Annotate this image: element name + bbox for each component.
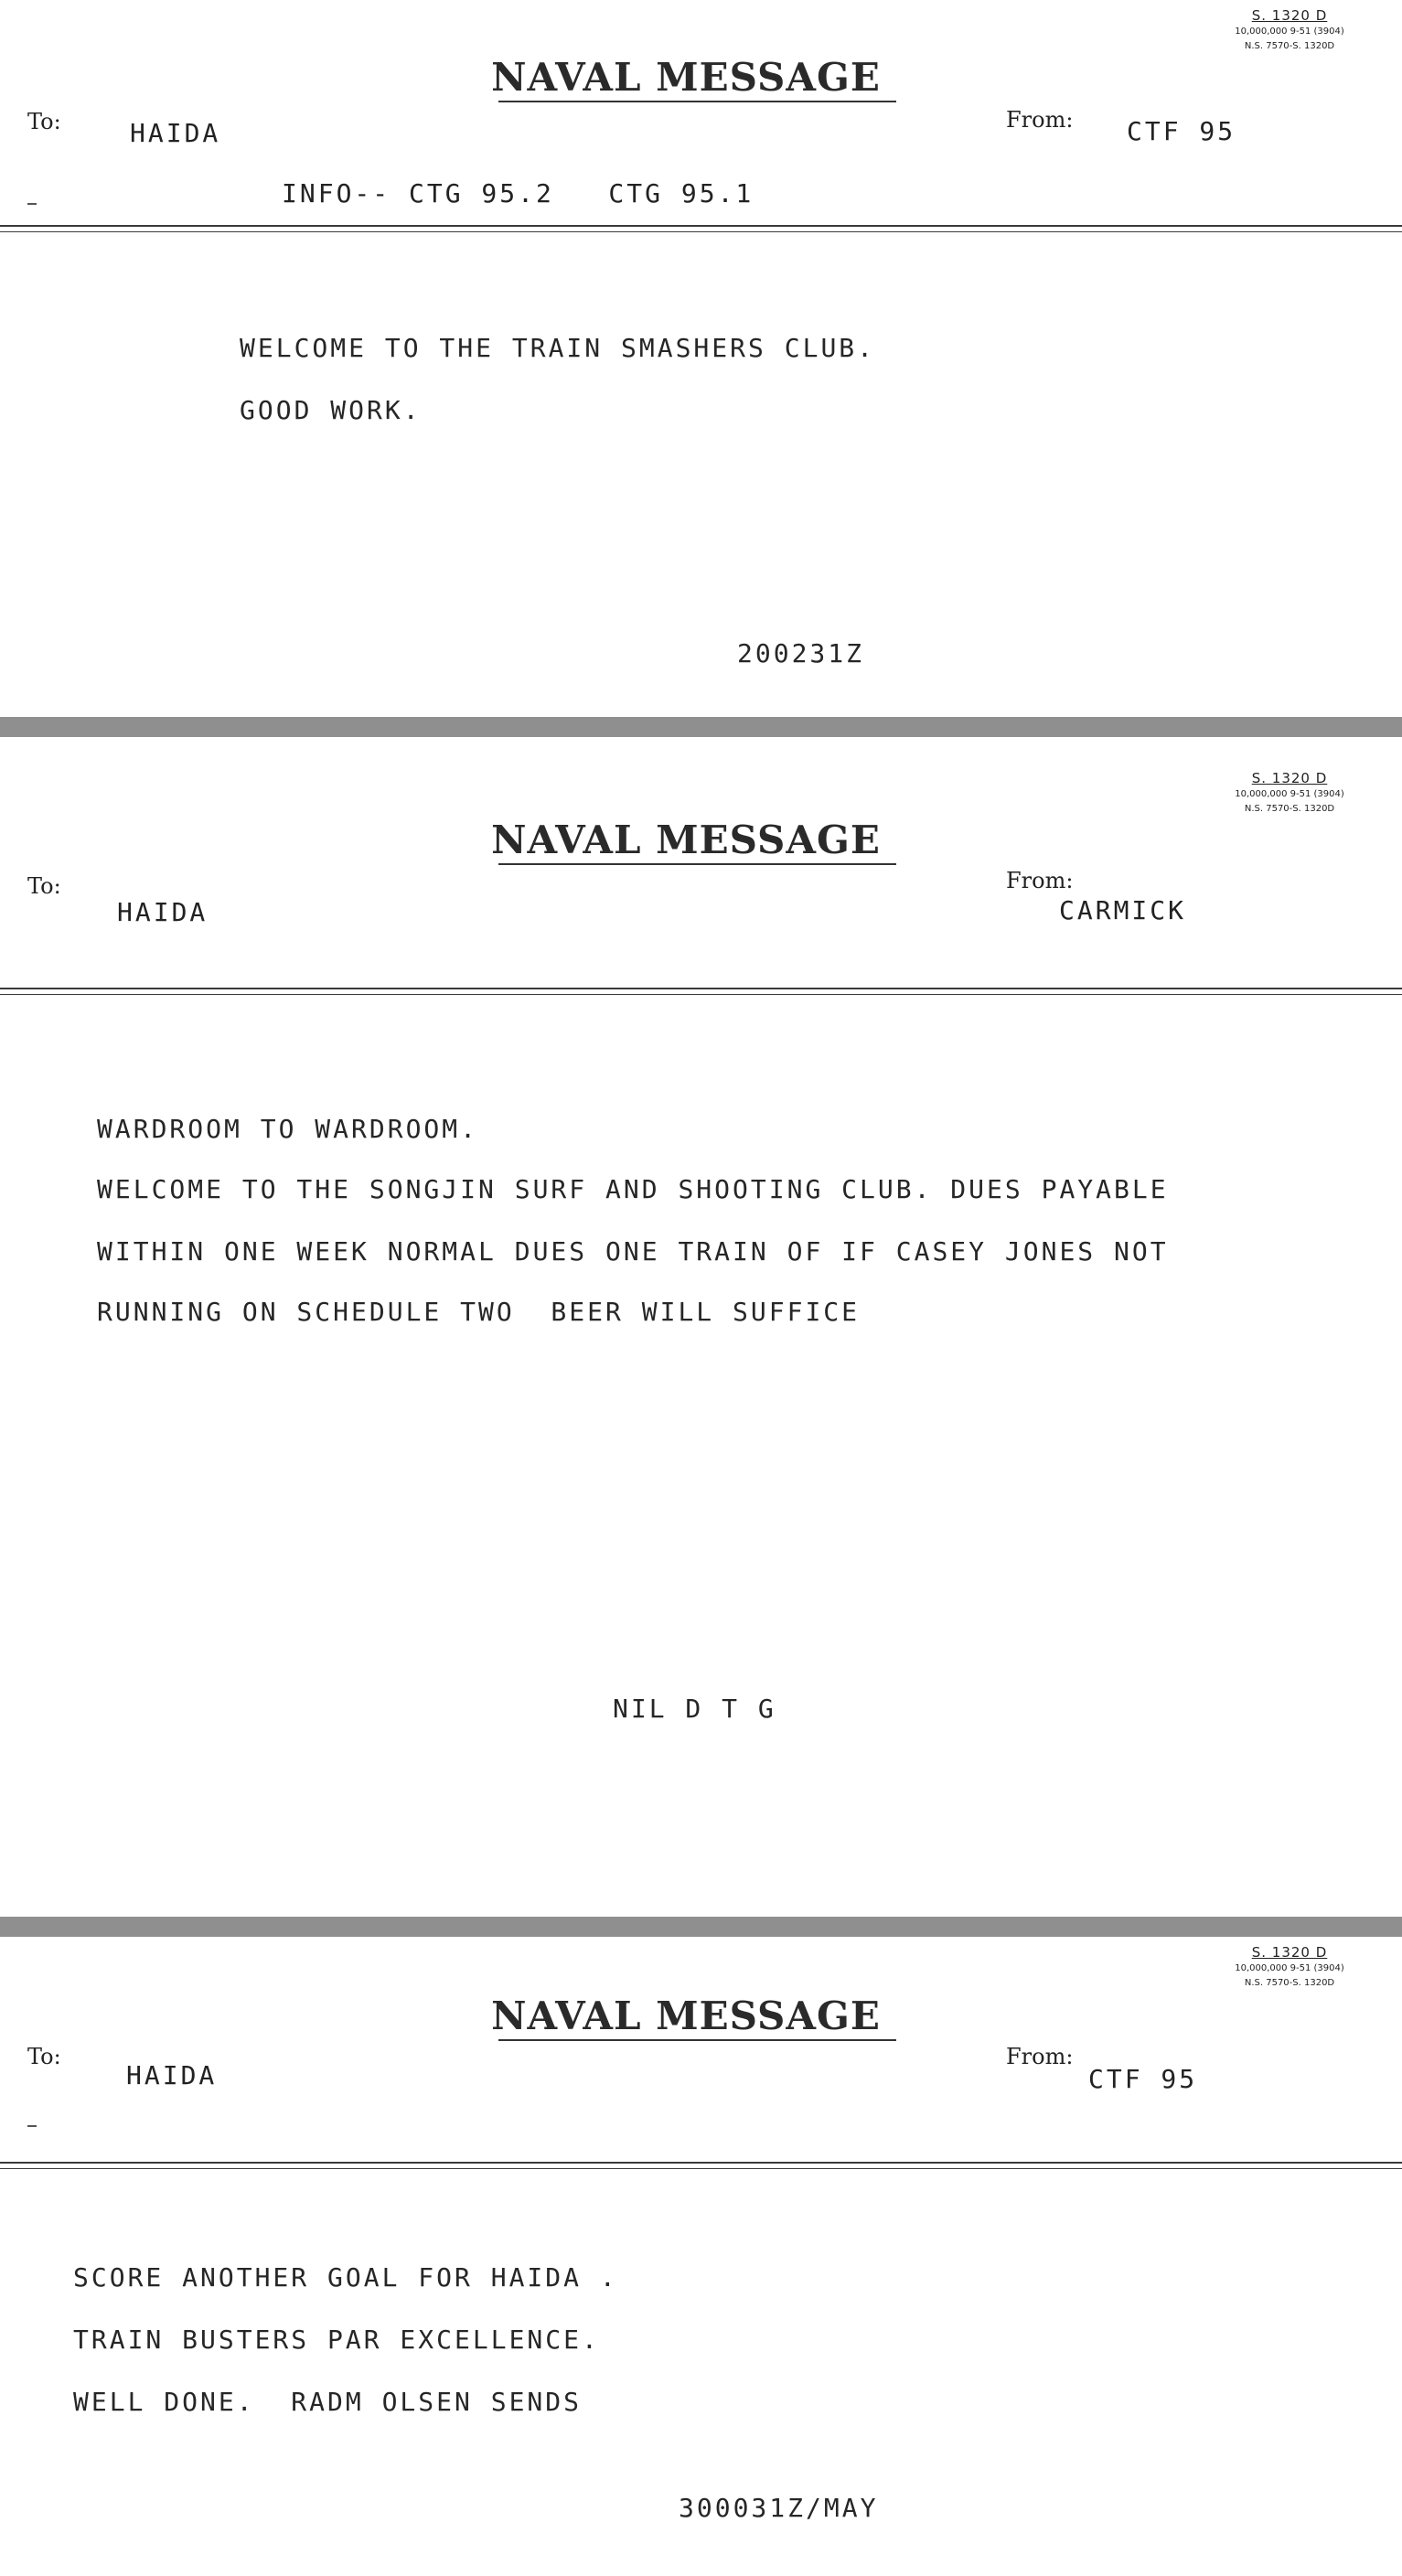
form-code-print: 10,000,000 9-51 (3904): [1235, 1963, 1344, 1973]
header-rule: [0, 2168, 1402, 2169]
body-line: WARDROOM TO WARDROOM.: [97, 1114, 479, 1144]
body-line: GOOD WORK.: [240, 395, 422, 425]
form-code-stock: N.S. 7570-S. 1320D: [1244, 804, 1335, 814]
body-line: RUNNING ON SCHEDULE TWO BEER WILL SUFFICE: [97, 1297, 861, 1327]
form-code-print: 10,000,000 9-51 (3904): [1235, 27, 1344, 37]
page-separator: [0, 717, 1402, 737]
header-rule: [0, 988, 1402, 989]
body-line: WITHIN ONE WEEK NORMAL DUES ONE TRAIN OF IF CASEY JONES NOT: [97, 1236, 1169, 1267]
naval-message-1: [0, 0, 1402, 717]
body-line: WELCOME TO THE SONGJIN SURF AND SHOOTING CLUB. DUES PAYABLE: [97, 1174, 1169, 1204]
form-code: [1189, 1944, 1390, 1991]
body-line: WELCOME TO THE TRAIN SMASHERS CLUB.: [240, 333, 876, 363]
form-code-stock: N.S. 7570-S. 1320D: [1244, 1978, 1335, 1988]
naval-message-3: [0, 1937, 1402, 2576]
form-code: [1189, 770, 1390, 817]
form-code: [1189, 7, 1390, 54]
title-underline: [498, 863, 896, 865]
date-time-group: 300031Z/MAY: [679, 2493, 879, 2523]
body-line: SCORE ANOTHER GOAL FOR HAIDA .: [73, 2262, 618, 2293]
date-time-group: NIL D T G: [613, 1694, 776, 1724]
from-label: From:: [1006, 2044, 1074, 2069]
message-title: NAVAL MESSAGE: [491, 1993, 881, 2038]
form-code-number: S. 1320 D: [1251, 770, 1328, 786]
to-field: HAIDA: [117, 897, 209, 927]
from-field: CTF 95: [1088, 2064, 1198, 2094]
info-field: INFO-- CTG 95.2 CTG 95.1: [282, 178, 755, 208]
from-label: From:: [1006, 868, 1074, 893]
header-rule: [0, 994, 1402, 995]
to-field: HAIDA: [126, 2060, 218, 2090]
body-line: WELL DONE. RADM OLSEN SENDS: [73, 2387, 583, 2417]
header-rule: [0, 225, 1402, 227]
to-label: To:: [27, 873, 61, 899]
to-field: HAIDA: [130, 118, 221, 148]
naval-message-2: [0, 737, 1402, 1917]
form-code-print: 10,000,000 9-51 (3904): [1235, 789, 1344, 799]
form-code-number: S. 1320 D: [1251, 7, 1328, 24]
margin-dash: [27, 203, 37, 205]
form-code-stock: N.S. 7570-S. 1320D: [1244, 41, 1335, 51]
page-separator: [0, 1917, 1402, 1937]
date-time-group: 200231Z: [737, 638, 865, 668]
to-label: To:: [27, 2044, 61, 2069]
header-rule: [0, 2162, 1402, 2164]
form-code-number: S. 1320 D: [1251, 1944, 1328, 1961]
margin-dash: [27, 2125, 37, 2127]
body-line: TRAIN BUSTERS PAR EXCELLENCE.: [73, 2325, 600, 2355]
from-field: CARMICK: [1059, 895, 1187, 925]
title-underline: [498, 2039, 896, 2041]
from-field: CTF 95: [1127, 116, 1236, 146]
message-title: NAVAL MESSAGE: [491, 55, 881, 100]
from-label: From:: [1006, 107, 1074, 133]
message-title: NAVAL MESSAGE: [491, 818, 881, 862]
title-underline: [498, 101, 896, 102]
header-rule: [0, 231, 1402, 232]
to-label: To:: [27, 109, 61, 134]
